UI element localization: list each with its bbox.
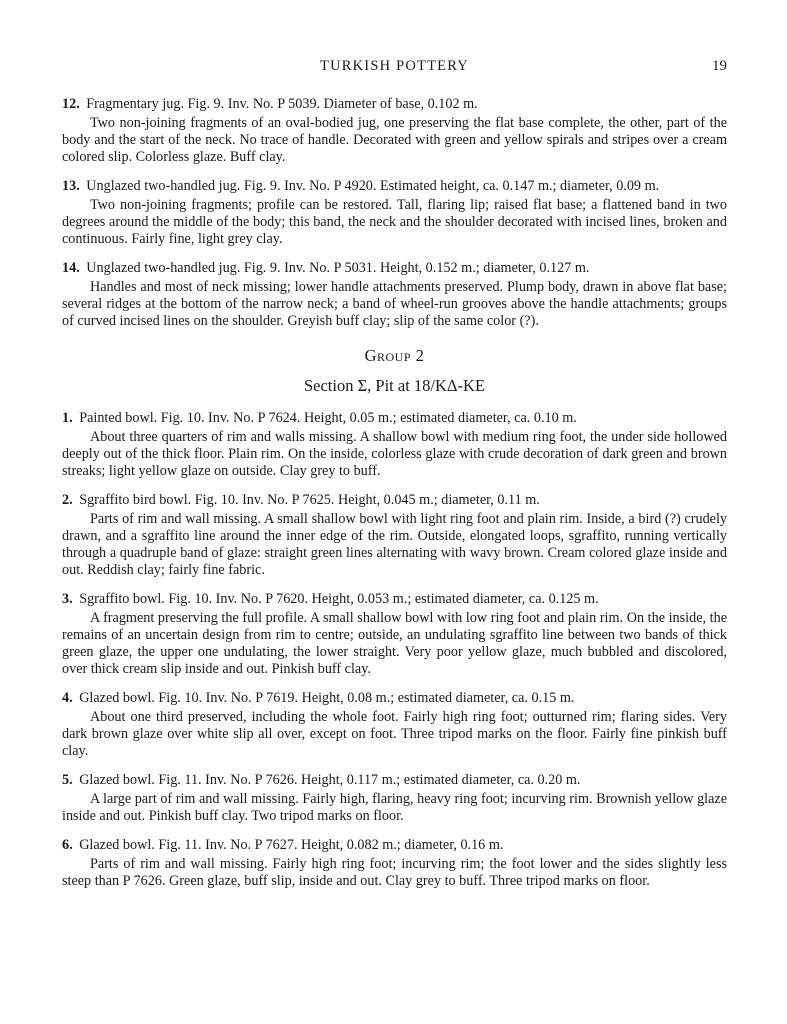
entry-heading-text: Glazed bowl. Fig. 10. Inv. No. P 7619. Height, 0.08 m.; estimated diameter, ca. 0.15 m.	[79, 690, 575, 706]
entry-heading-text: Glazed bowl. Fig. 11. Inv. No. P 7627. Height, 0.082 m.; diameter, 0.16 m.	[79, 837, 504, 853]
page-header	[62, 58, 727, 82]
running-title: TURKISH POTTERY	[320, 58, 469, 74]
entry-number: 13.	[62, 178, 80, 194]
entry-description: A large part of rim and wall missing. Fairly high, flaring, heavy ring foot; incurving rim. Brownish yellow glaze inside and out. Pinkish buff clay. Two tripod marks on floor.	[62, 791, 727, 824]
entry-number: 14.	[62, 260, 80, 276]
entry-heading	[62, 410, 727, 427]
page-number: 19	[712, 58, 727, 74]
entry-description: About one third preserved, including the whole foot. Fairly high ring foot; outturned rim; flaring sides. Very dark brown glaze over white slip all over, except on foot. Three tripod marks on the floor. Fairly fine pinkish buff clay.	[62, 709, 727, 759]
section-title: Section Σ, Pit at 18/ΚΔ-ΚΕ	[303, 376, 486, 395]
entry-heading	[62, 837, 727, 854]
entry-description: Two non-joining fragments; profile can be restored. Tall, flaring lip; raised flat base; a flattened band in two degrees around the middle of the body; this band, the neck and the shoulder decorated with incised lines, broken and continuous. Fairly fine, light grey clay.	[62, 197, 727, 247]
catalog-entry	[62, 492, 727, 579]
catalog-entry	[62, 410, 727, 480]
entry-description: About three quarters of rim and walls missing. A shallow bowl with medium ring foot, the under side hollowed deeply out of the thick floor. Plain rim. On the inside, colorless glaze with crude decoration of dark green and brown streaks; light yellow glaze on outside. Clay grey to buff.	[62, 429, 727, 479]
entry-heading-text: Unglazed two-handled jug. Fig. 9. Inv. No. P 5031. Height, 0.152 m.; diameter, 0.127 m.	[86, 260, 590, 276]
entry-description: A fragment preserving the full profile. A small shallow bowl with low ring foot and plain rim. On the inside, the remains of an uncertain design from rim to centre; outside, an undulating sgraffito line between two bands of thick green glaze, the upper one undulating, the lower straight. Very poor yellow glaze, much bubbled and discolored, over thick cream slip inside and out. Pinkish buff clay.	[62, 610, 727, 677]
catalog-entry	[62, 772, 727, 825]
catalog-entry	[62, 837, 727, 890]
entry-description: Handles and most of neck missing; lower handle attachments preserved. Plump body, drawn in above flat base; several ridges at the bottom of the narrow neck; a band of wheel-run grooves above the handle attachments; groups of curved incised lines on the shoulder. Greyish buff clay; slip of the same color (?).	[62, 279, 727, 329]
entry-number: 6.	[62, 837, 73, 853]
entry-number: 2.	[62, 492, 73, 508]
entries-group	[62, 410, 727, 890]
entry-heading-text: Unglazed two-handled jug. Fig. 9. Inv. No. P 4920. Estimated height, ca. 0.147 m.; diameter, 0.09 m.	[86, 178, 660, 194]
entry-heading	[62, 772, 727, 789]
entry-number: 5.	[62, 772, 73, 788]
entry-heading	[62, 178, 727, 195]
entry-heading	[62, 690, 727, 707]
entry-heading-text: Fragmentary jug. Fig. 9. Inv. No. P 5039. Diameter of base, 0.102 m.	[86, 96, 478, 112]
entry-heading	[62, 591, 727, 608]
group-title	[62, 346, 727, 366]
entry-description: Parts of rim and wall missing. Fairly high ring foot; incurving rim; the foot lower and the sides slightly less steep than P 7626. Green glaze, buff slip, inside and out. Clay grey to buff. Three tripod marks on floor.	[62, 856, 727, 889]
entries-top	[62, 96, 727, 330]
entry-heading	[62, 492, 727, 509]
catalog-entry	[62, 178, 727, 248]
entry-description: Parts of rim and wall missing. A small shallow bowl with light ring foot and plain rim. Inside, a bird (?) crudely drawn, and a sgraffito line around the inner edge of the rim. Outside, elongated loops, sgraffito, running vertically through a quadruple band of glaze: straight green lines alternating with wavy brown. Cream colored glaze inside and out. Reddish clay; fairly fine fabric.	[62, 511, 727, 578]
entry-heading-text: Painted bowl. Fig. 10. Inv. No. P 7624. Height, 0.05 m.; estimated diameter, ca. 0.10 m.	[79, 410, 577, 426]
entry-heading	[62, 260, 727, 277]
entry-number: 4.	[62, 690, 73, 706]
entry-number: 3.	[62, 591, 73, 607]
entry-heading-text: Sgraffito bowl. Fig. 10. Inv. No. P 7620. Height, 0.053 m.; estimated diameter, ca. 0.125 m.	[79, 591, 599, 607]
entry-heading-text: Sgraffito bird bowl. Fig. 10. Inv. No. P 7625. Height, 0.045 m.; diameter, 0.11 m.	[79, 492, 540, 508]
entry-description: Two non-joining fragments of an oval-bodied jug, one preserving the flat base complete, the other, part of the body and the start of the neck. No trace of handle. Decorated with green and yellow spirals and stripes over a cream colored slip. Colorless glaze. Buff clay.	[62, 115, 727, 165]
entry-number: 1.	[62, 410, 73, 426]
catalog-entry	[62, 591, 727, 678]
catalog-entry	[62, 96, 727, 166]
group-title-text: Group 2	[364, 346, 425, 365]
catalog-entry	[62, 260, 727, 330]
entry-number: 12.	[62, 96, 80, 112]
catalog-entry	[62, 690, 727, 760]
entry-heading-text: Glazed bowl. Fig. 11. Inv. No. P 7626. Height, 0.117 m.; estimated diameter, ca. 0.20 m.	[79, 772, 581, 788]
page	[62, 58, 727, 902]
entry-heading	[62, 96, 727, 113]
